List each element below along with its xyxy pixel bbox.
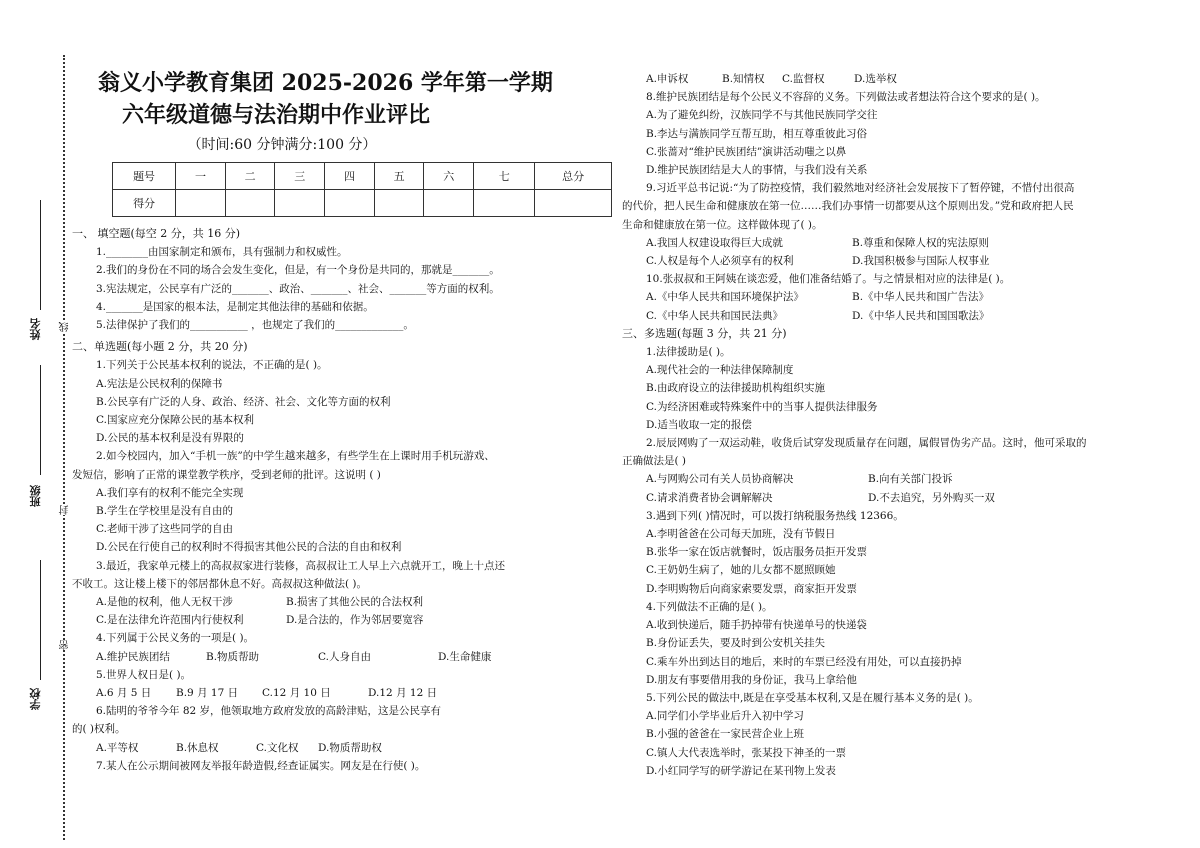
score-row-label: 得分 xyxy=(113,190,176,217)
question-line: B.由政府设立的法律援助机构组织实施 xyxy=(646,382,826,395)
score-cell[interactable] xyxy=(325,190,375,217)
question-option: A.是他的权利，他人无权干涉 xyxy=(96,596,233,609)
section-heading: 一、 填空题(每空 2 分，共 16 分) xyxy=(72,227,241,240)
binding-strip xyxy=(0,0,70,848)
score-cell[interactable] xyxy=(374,190,424,217)
question-option: B.向有关部门投诉 xyxy=(868,473,953,486)
score-header-cell: 二 xyxy=(225,163,275,190)
question-line: D.李明购物后向商家索要发票，商家拒开发票 xyxy=(646,582,857,595)
question-line: 的代价，把人民生命和健康放在第一位……我们办事情一切都要从这个原则出发。”党和政府把人民 xyxy=(622,200,1074,213)
question-line: 2.我们的身份在不同的场合会发生变化，但是，有一个身份是共同的，那就是_______。 xyxy=(96,264,500,277)
name-line xyxy=(40,200,41,310)
question-line: 5.世界人权日是( )。 xyxy=(96,668,192,681)
question-line: B.小强的爸爸在一家民营企业上班 xyxy=(646,728,805,741)
q9-options-row xyxy=(622,252,1182,270)
exam-subtitle: 六年级道德与法治期中作业评比 xyxy=(122,102,431,128)
question-line: A.同学们小学毕业后升入初中学习 xyxy=(646,710,804,723)
mq2-options-row xyxy=(622,470,1182,488)
question-line: C.老师干涉了这些同学的自由 xyxy=(96,523,233,536)
binding-mark-feng: 封 xyxy=(60,505,71,515)
question-option: C.是在法律允许范围内行使权利 xyxy=(96,614,244,627)
score-header-cell: 总分 xyxy=(535,163,612,190)
question-option: D.不去追究，另外购买一双 xyxy=(868,491,995,504)
question-line: 5.下列公民的做法中,既是在享受基本权利,又是在履行基本义务的是( )。 xyxy=(646,691,979,704)
question-line: B.公民享有广泛的人身、政治、经济、社会、文化等方面的权利 xyxy=(96,395,391,408)
binding-mark-xian: 线 xyxy=(60,322,71,332)
question-option: C.监督权 xyxy=(782,73,825,85)
question-option: A.《中华人民共和国环境保护法》 xyxy=(646,291,804,304)
score-cell[interactable] xyxy=(176,190,226,217)
question-line: D.维护民族团结是大人的事情，与我们没有关系 xyxy=(646,164,868,177)
question-option: C.《中华人民共和国民法典》 xyxy=(646,309,783,322)
question-option: D.是合法的，作为邻居要宽容 xyxy=(286,614,424,627)
mq2-options-row xyxy=(622,489,1182,507)
q3-options-row xyxy=(72,611,612,629)
question-line: 9.习近平总书记说:“为了防控疫情，我们毅然地对经济社会发展按下了暂停键，不惜付出很高 xyxy=(646,182,1075,195)
question-line: B.李达与满族同学互帮互助，相互尊重彼此习俗 xyxy=(646,127,868,140)
q3-options-row xyxy=(72,593,612,611)
question-line: C.国家应充分保障公民的基本权利 xyxy=(96,414,254,427)
class-line xyxy=(40,365,41,475)
q10-options-row xyxy=(622,307,1182,325)
binding-mark-mi: 密 xyxy=(60,640,71,650)
left-questions xyxy=(72,225,612,775)
score-table-header-row xyxy=(113,163,612,190)
question-line: A.宪法是公民权利的保障书 xyxy=(96,377,223,390)
question-line: 2.如今校园内，加入“手机一族”的中学生越来越多，有些学生在上课时用手机玩游戏、 xyxy=(96,450,495,463)
q6-options-row xyxy=(72,739,612,757)
question-line: C.乘车外出到达目的地后，来时的车票已经没有用处，可以直接扔掉 xyxy=(646,655,962,668)
question-option: D.12 月 12 日 xyxy=(368,687,438,700)
question-line: C.镇人大代表选举时，张某投下神圣的一票 xyxy=(646,746,846,759)
question-option: B.知情权 xyxy=(722,73,765,85)
q5-options-row xyxy=(72,684,612,702)
question-line: 生命和健康放在第一位。这样做体现了( )。 xyxy=(622,218,823,231)
question-option: C.请求消费者协会调解解决 xyxy=(646,491,773,504)
question-line: 4.下列属于公民义务的一项是( )。 xyxy=(96,632,255,645)
school-line xyxy=(40,560,41,680)
question-line: 不收工。这让楼上楼下的邻居都休息不好。高叔叔这种做法( )。 xyxy=(72,577,368,590)
right-column xyxy=(622,70,1182,780)
question-option: A.我国人权建设取得巨大成就 xyxy=(646,236,783,249)
question-line: D.公民在行使自己的权利时不得损害其他公民的合法的自由和权利 xyxy=(96,541,402,554)
question-line: 3.遇到下列( )情况时，可以拨打纳税服务热线 12366。 xyxy=(646,509,904,522)
question-option: D.《中华人民共和国国歌法》 xyxy=(852,309,990,322)
score-header-cell: 四 xyxy=(325,163,375,190)
question-line: 正确做法是( ) xyxy=(622,455,687,468)
question-line: C.张蔷对“维护民族团结”演讲活动嗤之以鼻 xyxy=(646,145,847,158)
question-line: C.王奶奶生病了，她的儿女都不愿照顾她 xyxy=(646,564,836,577)
score-cell[interactable] xyxy=(275,190,325,217)
question-line: D.朋友有事要借用我的身份证，我马上拿给他 xyxy=(646,673,857,686)
score-header-cell: 题号 xyxy=(113,163,176,190)
question-line: B.身份证丢失，要及时到公安机关挂失 xyxy=(646,637,826,650)
question-line: D.适当收取一定的报偿 xyxy=(646,418,752,431)
question-line: A.李明爸爸在公司每天加班，没有节假日 xyxy=(646,528,836,541)
question-option: C.12 月 10 日 xyxy=(262,687,331,700)
score-table-score-row xyxy=(113,190,612,217)
question-line: 1.法律援助是( )。 xyxy=(646,346,731,359)
question-option: B.物质帮助 xyxy=(206,650,260,663)
score-header-cell: 七 xyxy=(474,163,535,190)
question-option: D.生命健康 xyxy=(438,650,492,663)
question-option: C.文化权 xyxy=(256,741,299,754)
question-line: A.我们享有的权利不能完全实现 xyxy=(96,486,244,499)
left-column xyxy=(72,66,612,775)
q4-options-row xyxy=(72,648,612,666)
question-line: 3.宪法规定，公民享有广泛的_______、政治、_______、社会、_______等方面的权利。 xyxy=(96,282,500,295)
question-option: A.6 月 5 日 xyxy=(96,687,152,700)
question-option: A.申诉权 xyxy=(646,73,689,85)
question-line: 4.下列做法不正确的是( )。 xyxy=(646,600,773,613)
question-line: D.小红同学写的研学游记在某刊物上发表 xyxy=(646,764,836,777)
question-line: 1.________由国家制定和颁布，具有强制力和权威性。 xyxy=(96,246,348,259)
section-heading: 二、单选题(每小题 2 分，共 20 分) xyxy=(72,340,248,354)
question-line: A.现代社会的一种法律保障制度 xyxy=(646,364,794,377)
question-option: A.平等权 xyxy=(96,741,139,754)
question-line: 发短信，影响了正常的课堂教学秩序，受到老师的批评。这说明 ( ) xyxy=(72,468,381,481)
question-option: B.休息权 xyxy=(176,741,219,754)
score-header-cell: 五 xyxy=(374,163,424,190)
score-header-cell: 六 xyxy=(424,163,474,190)
question-line: 2.辰辰网购了一双运动鞋，收货后试穿发现质量存在问题，属假冒伪劣产品。这时，他可采取的 xyxy=(646,437,1087,450)
question-option: D.物质帮助权 xyxy=(318,741,382,754)
question-option: D.选举权 xyxy=(854,73,897,85)
question-option: C.人身自由 xyxy=(318,650,371,663)
question-line: 4._______是国家的根本法，是制定其他法律的基础和依据。 xyxy=(96,300,374,313)
question-option: B.损害了其他公民的合法权利 xyxy=(286,596,424,609)
score-cell[interactable] xyxy=(535,190,612,217)
score-header-cell: 一 xyxy=(176,163,226,190)
score-header-cell: 三 xyxy=(275,163,325,190)
question-line: 3.最近，我家单元楼上的高叔叔家进行装修，高叔叔让工人早上六点就开工，晚上十点还 xyxy=(96,559,506,572)
question-option: A.维护民族团结 xyxy=(96,650,170,663)
question-option: B.《中华人民共和国广告法》 xyxy=(852,291,990,304)
question-line: B.张华一家在饭店就餐时，饭店服务员拒开发票 xyxy=(646,546,868,559)
score-table xyxy=(112,162,612,217)
question-option: B.9 月 17 日 xyxy=(176,687,239,700)
question-line: 10.张叔叔和王阿姨在谈恋爱，他们准备结婚了。与之情景相对应的法律是( )。 xyxy=(646,273,1011,286)
name-label: 姓名 xyxy=(29,318,42,340)
question-option: C.人权是每个人必须享有的权利 xyxy=(646,255,794,268)
question-line: C.为经济困难或特殊案件中的当事人提供法律服务 xyxy=(646,400,878,413)
question-line: 6.陆明的爷爷今年 82 岁，他领取地方政府发放的高龄津贴，这是公民享有 xyxy=(96,705,442,718)
class-label: 班级 xyxy=(29,485,42,507)
score-cell[interactable] xyxy=(474,190,535,217)
question-option: A.与网购公司有关人员协商解决 xyxy=(646,473,794,486)
question-line: D.公民的基本权利是没有界限的 xyxy=(96,432,244,445)
q9-options-row xyxy=(622,234,1182,252)
exam-title: 翁义小学教育集团 2025-2026 学年第一学期 xyxy=(98,70,553,96)
exam-time-info: （时间:60 分钟满分:100 分） xyxy=(187,137,377,153)
binding-dotted-line xyxy=(63,55,65,840)
question-line: A.收到快递后，随手扔掉带有快递单号的快递袋 xyxy=(646,619,867,632)
q10-options-row xyxy=(622,288,1182,306)
question-line: 8.维护民族团结是每个公民义不容辞的义务。下列做法或者想法符合这个要求的是( )。 xyxy=(646,91,1046,104)
question-line: 的( )权利。 xyxy=(72,723,126,736)
school-label: 学校 xyxy=(29,688,42,710)
question-line: 5.法律保护了我们的___________ ，也规定了我们的_____________。 xyxy=(96,319,414,332)
question-line: B.学生在学校里是没有自由的 xyxy=(96,505,234,518)
score-cell[interactable] xyxy=(225,190,275,217)
score-cell[interactable] xyxy=(424,190,474,217)
question-line: 7.某人在公示期间被网友举报年龄造假,经查证属实。网友是在行使( )。 xyxy=(96,759,426,772)
question-option: B.尊重和保障人权的宪法原则 xyxy=(852,236,990,249)
question-line: A.为了避免纠纷，汉族同学不与其他民族同学交往 xyxy=(646,109,878,122)
q7-options-row xyxy=(622,70,1182,88)
section-heading: 三、多选题(每题 3 分，共 21 分) xyxy=(622,326,787,340)
question-option: D.我国积极参与国际人权事业 xyxy=(852,255,990,268)
question-line: 1.下列关于公民基本权利的说法，不正确的是( )。 xyxy=(96,359,328,372)
